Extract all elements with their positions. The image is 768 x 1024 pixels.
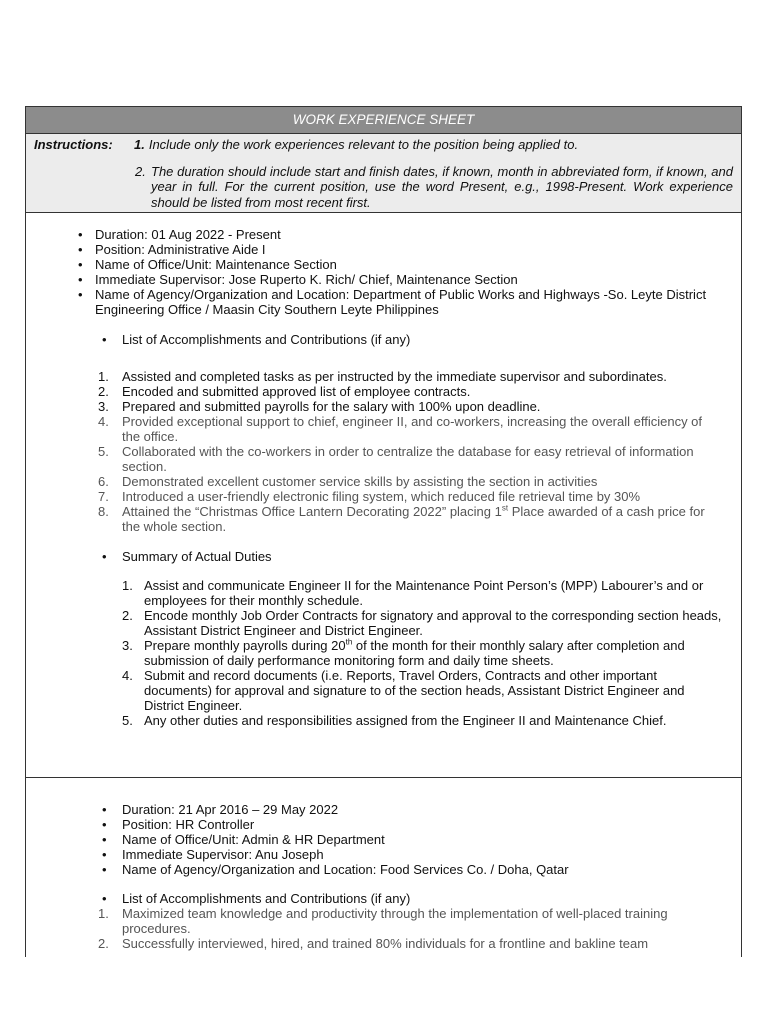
list-item: 1. Assist and communicate Engineer II for the Maintenance Point Person’s (MPP) Labourer’s and or employees for their monthly schedule.: [122, 578, 704, 608]
job-1-duration: • Duration: 01 Aug 2022 - Present: [34, 227, 733, 242]
job-1-accomplishments-list: [34, 369, 733, 534]
job-1-supervisor: • Immediate Supervisor: Jose Ruperto K. Rich/ Chief, Maintenance Section: [34, 272, 733, 287]
job-2-duration: • Duration: 21 Apr 2016 – 29 May 2022: [34, 802, 733, 817]
list-item: 4. Submit and record documents (i.e. Reports, Travel Orders, Contracts and other important documents) for approval and signature to of the section heads, Assistant District Engineer and District Engineer.: [122, 668, 685, 713]
list-item: 3. Prepared and submitted payrolls for the salary with 100% upon deadline.: [98, 399, 541, 414]
list-item: 2. Encoded and submitted approved list of employee contracts.: [98, 384, 471, 399]
list-item: 7. Introduced a user-friendly electronic filing system, which reduced file retrieval time by 30%: [98, 489, 641, 504]
job-1-office: • Name of Office/Unit: Maintenance Section: [34, 257, 733, 272]
sheet-title: WORK EXPERIENCE SHEET: [26, 107, 741, 134]
list-item: 5. Collaborated with the co-workers in order to centralize the database for easy retrieval of information section.: [98, 444, 694, 474]
job-1-accomplishments-heading: • List of Accomplishments and Contributions (if any): [34, 332, 733, 347]
list-item: 4. Provided exceptional support to chief, engineer II, and co-workers, increasing the overall efficiency of the office.: [98, 414, 703, 444]
job-2-accomplishments-heading: • List of Accomplishments and Contributions (if any): [34, 891, 733, 906]
job-2-details: [34, 802, 733, 877]
list-item: 1. Assisted and completed tasks as per instructed by the immediate supervisor and subordinates.: [98, 369, 667, 384]
instructions-label: Instructions:: [34, 137, 113, 152]
job-1-duties-list: [34, 578, 733, 728]
list-item: 6. Demonstrated excellent customer service skills by assisting the section in activities: [98, 474, 598, 489]
instruction-2-number: 2.: [135, 163, 146, 179]
instruction-1: Include only the work experiences relevant to the position being applied to.: [148, 137, 579, 152]
job-2-agency: • Name of Agency/Organization and Location: Food Services Co. / Doha, Qatar: [34, 862, 733, 877]
work-experience-sheet: [25, 106, 742, 957]
job-2-office: • Name of Office/Unit: Admin & HR Department: [34, 832, 733, 847]
list-item: 2. Encode monthly Job Order Contracts for signatory and approval to the corresponding section heads, Assistant District Engineer and District Engineer.: [122, 608, 722, 638]
list-item: 2. Successfully interviewed, hired, and trained 80% individuals for a frontline and bakline team: [98, 936, 649, 951]
list-item: 3. Prepare monthly payrolls during 20th of the month for their monthly salary after completion and submission of daily performance monitoring form and daily time sheets.: [122, 637, 685, 668]
job-2-accomplishments-list: [34, 906, 733, 951]
instruction-2: The duration should include start and finish dates, if known, month in abbreviated form, if known, and year in full. For the current position, use the word Present, e.g., 1998-Present. Work experience should be listed from most recent first.: [151, 163, 733, 210]
list-item: 8. Attained the “Christmas Office Lantern Decorating 2022” placing 1st Place awarded of a cash price for the whole section.: [98, 503, 705, 534]
job-1-agency: • Name of Agency/Organization and Location: Department of Public Works and Highways -So. Leyte District Engineering Office / Maasin City Southern Leyte Philippines: [34, 287, 733, 317]
job-entry-1: [26, 213, 741, 778]
list-item: 1. Maximized team knowledge and productivity through the implementation of well-placed training procedures.: [98, 906, 668, 936]
instructions-block: [26, 134, 741, 213]
job-1-details: [34, 227, 733, 317]
job-1-duties-heading: • Summary of Actual Duties: [34, 549, 733, 564]
job-entry-2: [26, 778, 741, 951]
job-1-position: • Position: Administrative Aide I: [34, 242, 733, 257]
instruction-1-number: 1.: [134, 137, 145, 152]
job-2-supervisor: • Immediate Supervisor: Anu Joseph: [34, 847, 733, 862]
list-item: 5. Any other duties and responsibilities assigned from the Engineer II and Maintenance Chief.: [122, 713, 667, 728]
job-2-position: • Position: HR Controller: [34, 817, 733, 832]
